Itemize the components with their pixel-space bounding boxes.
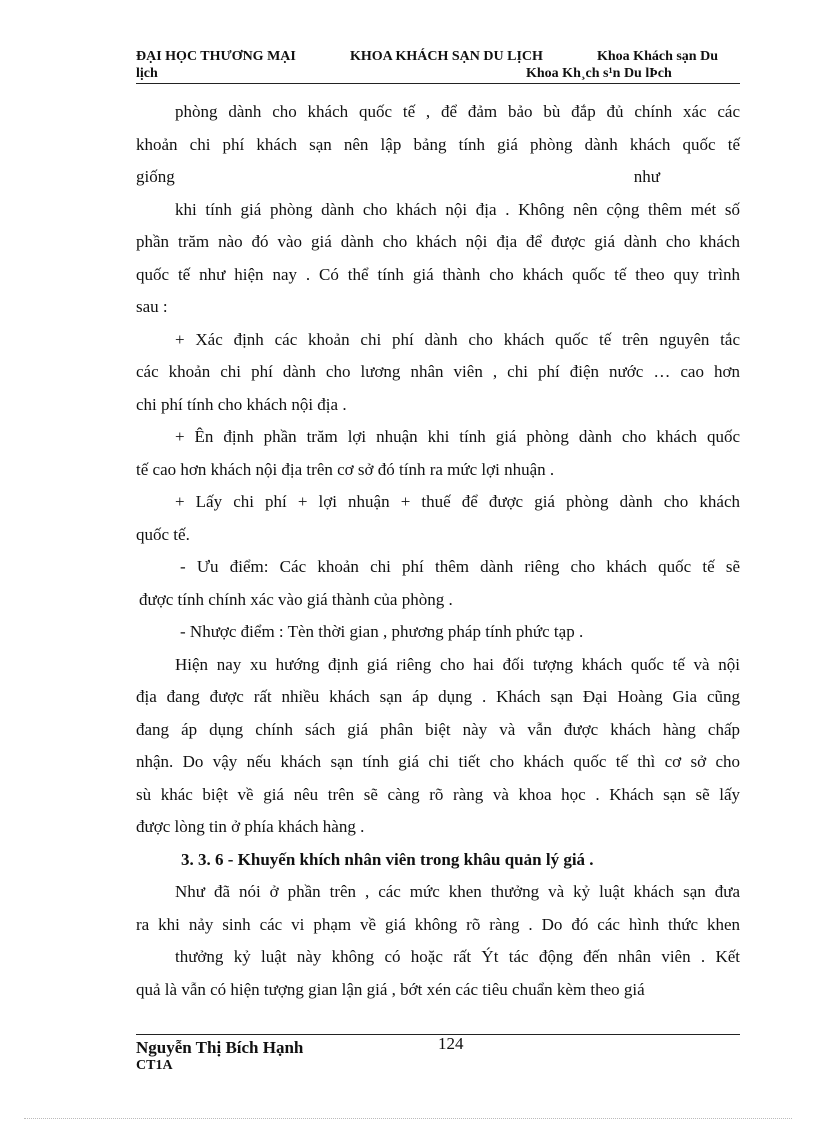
text-line: ra khi nảy sinh các vi phạm về giá không rõ ràng . Do đó các hình thức khen bbox=[136, 914, 740, 934]
text-line: - Ưu điểm: Các khoản chi phí thêm dành riêng cho khách quốc tế sẽ bbox=[180, 557, 740, 576]
footer-class: CT1A bbox=[136, 1058, 173, 1073]
header-university: ĐẠI HỌC THƯƠNG MẠI bbox=[136, 49, 296, 64]
header-faculty: KHOA KHÁCH SẠN DU LỊCH bbox=[350, 49, 543, 64]
text-line: + Ên định phần trăm lợi nhuận khi tính giá phòng dành cho khách quốc bbox=[175, 427, 740, 446]
header-faculty-garbled: Khoa Kh¸ch s¹n Du lÞch bbox=[526, 66, 672, 81]
body-text bbox=[136, 96, 740, 1006]
text-line: quốc tế. bbox=[136, 524, 190, 544]
header-faculty-alt-1: Khoa Khách sạn Du bbox=[597, 49, 718, 64]
bottom-dotted-edge bbox=[24, 1118, 792, 1119]
text-line: các khoản chi phí dành cho lương nhân viên , chi phí điện nước … cao hơn bbox=[136, 362, 740, 381]
text-line: chi phí tính cho khách nội địa . bbox=[136, 394, 347, 414]
text-line: Như đã nói ở phần trên , các mức khen thưởng và kỷ luật khách sạn đưa bbox=[175, 882, 740, 901]
header-divider bbox=[136, 83, 740, 84]
text-line: đang áp dụng chính sách giá phân biệt này và vẫn được khách hàng chấp bbox=[136, 719, 740, 739]
text-line: được tính chính xác vào giá thành của phòng . bbox=[139, 589, 453, 609]
text-line: nhận. Do vậy nếu khách sạn tính giá chi tiết cho khách quốc tế thì cơ sở cho bbox=[136, 752, 740, 771]
text-line: giống như bbox=[136, 167, 660, 186]
section-heading: 3. 3. 6 - Khuyến khích nhân viên trong khâu quản lý giá . bbox=[181, 849, 594, 869]
text-line: sù khác biệt về giá nêu trên sẽ càng rõ ràng và khoa học . Khách sạn sẽ lấy bbox=[136, 784, 740, 804]
page-number: 124 bbox=[438, 1034, 464, 1053]
text-line: được lòng tin ở phía khách hàng . bbox=[136, 817, 365, 836]
footer-author: Nguyễn Thị Bích Hạnh bbox=[136, 1038, 304, 1057]
header-faculty-alt-2: lịch bbox=[136, 66, 158, 81]
text-line: phòng dành cho khách quốc tế , để đảm bảo bù đắp đủ chính xác các bbox=[175, 102, 740, 121]
text-line: quốc tế như hiện nay . Có thể tính giá thành cho khách quốc tế theo quy trình bbox=[136, 264, 740, 284]
text-line: thưởng kỷ luật này không có hoặc rất Ýt tác động đến nhân viên . Kết bbox=[175, 947, 740, 966]
text-line: tế cao hơn khách nội địa trên cơ sở đó tính ra mức lợi nhuận . bbox=[136, 459, 555, 479]
text-line: địa đang được rất nhiều khách sạn áp dụng . Khách sạn Đại Hoàng Gia cũng bbox=[136, 687, 740, 706]
text-line: khoản chi phí khách sạn nên lập bảng tính giá phòng dành khách quốc tế bbox=[136, 134, 740, 154]
text-line: + Xác định các khoản chi phí dành cho khách quốc tế trên nguyên tắc bbox=[175, 329, 740, 349]
text-line: phần trăm nào đó vào giá dành cho khách nội địa để được giá dành cho khách bbox=[136, 232, 740, 251]
text-line: - Nhược điểm : Tèn thời gian , phương pháp tính phức tạp . bbox=[180, 622, 584, 641]
text-line: Hiện nay xu hướng định giá riêng cho hai đối tượng khách quốc tế và nội bbox=[175, 654, 740, 674]
text-line: + Lấy chi phí + lợi nhuận + thuế để được giá phòng dành cho khách bbox=[175, 492, 740, 511]
text-line: sau : bbox=[136, 297, 168, 316]
text-line: quả là vẫn có hiện tượng gian lận giá , bớt xén các tiêu chuẩn kèm theo giá bbox=[136, 979, 645, 999]
text-line: khi tính giá phòng dành cho khách nội địa . Không nên cộng thêm mét số bbox=[175, 199, 740, 219]
